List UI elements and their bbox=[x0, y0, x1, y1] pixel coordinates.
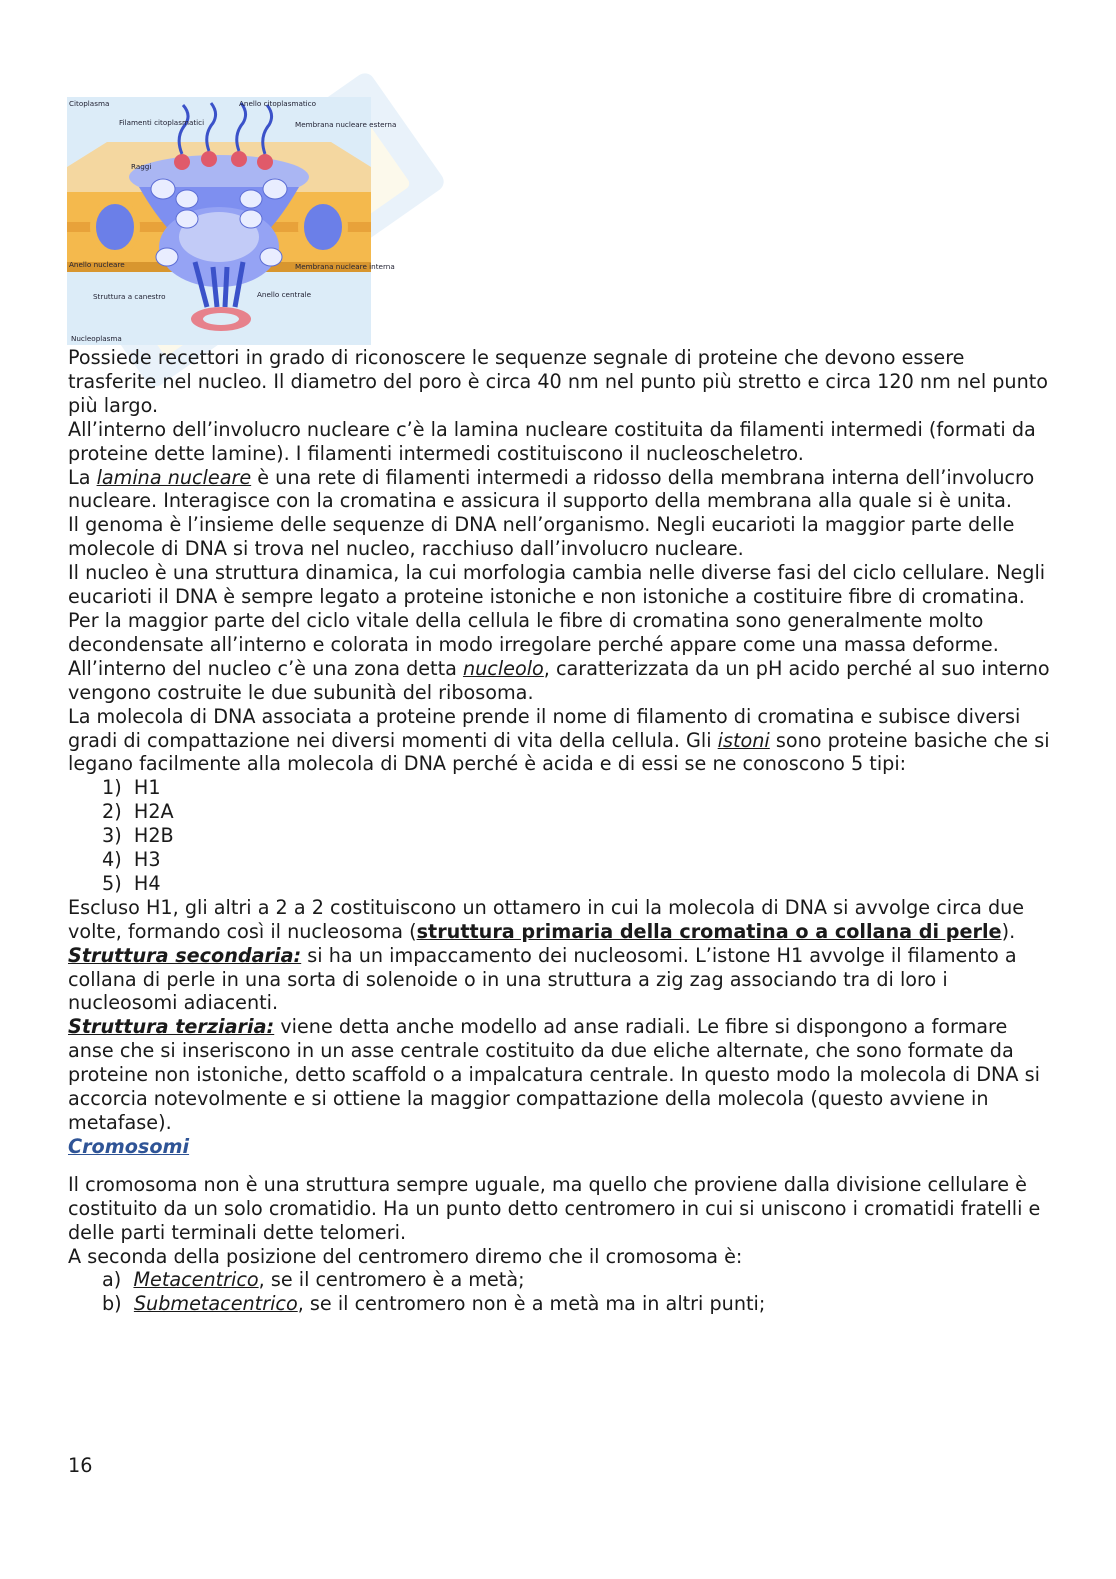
term-nucleolo: nucleolo bbox=[462, 656, 544, 680]
paragraph: A seconda della posizione del centromero diremo che il cromosoma è: bbox=[68, 1244, 743, 1268]
paragraph: Struttura secondaria: si ha un impaccamento dei nucleosomi. L’istone H1 avvolge il filamento a collana di perle in una sorta di solenoide o in una struttura a zig zag associando tra di loro i nucleosomi adiacenti. bbox=[68, 943, 1017, 1015]
paragraph: All’interno del nucleo c’è una zona detta nucleolo, caratterizzata da un pH acido perché al suo interno vengono costruite le due subunità del ribosoma. bbox=[68, 656, 1050, 704]
list-item: 5) H4 bbox=[102, 871, 161, 895]
label-filamenti: Filamenti citoplasmatici bbox=[119, 118, 205, 127]
paragraph: Per la maggior parte del ciclo vitale della cellula le fibre di cromatina sono generalmente molto decondensate all’interno e colorata in modo irregolare perché appare come una massa deforme. bbox=[68, 608, 999, 656]
label-nucleoplasma: Nucleoplasma bbox=[71, 334, 122, 343]
paragraph: Il genoma è l’insieme delle sequenze di DNA nell’organismo. Negli eucarioti la maggior parte delle molecole di DNA si trova nel nucleo, racchiuso dall’involucro nucleare. bbox=[68, 513, 1015, 561]
label-anello-centrale: Anello centrale bbox=[257, 290, 312, 299]
cromosoma-list bbox=[68, 1268, 1053, 1316]
label-membrana-interna: Membrana nucleare interna bbox=[295, 262, 395, 271]
label-struttura-canestro: Struttura a canestro bbox=[93, 292, 166, 301]
paragraph: Il nucleo è una struttura dinamica, la cui morfologia cambia nelle diverse fasi del ciclo cellulare. Negli eucarioti il DNA è sempre legato a proteine istoniche e non istoniche a costituire fibre di cromatina. bbox=[68, 561, 1046, 609]
list-item: 2) H2A bbox=[102, 800, 174, 824]
paragraph: Escluso H1, gli altri a 2 a 2 costituiscono un ottamero in cui la molecola di DNA si avvolge circa due volte, formando così il nucleosoma (struttura primaria della cromatina o a collana di perle). bbox=[68, 895, 1025, 943]
term-struttura-primaria: struttura primaria della cromatina o a collana di perle bbox=[416, 919, 1002, 943]
list-item: 3) H2B bbox=[102, 824, 174, 848]
paragraph: La lamina nucleare è una rete di filamenti intermedi a ridosso della membrana interna dell’involucro nucleare. Interagisce con la cromatina e assicura il supporto della membrana alla quale si è unita. bbox=[68, 465, 1035, 513]
list-item: 4) H3 bbox=[102, 848, 161, 872]
paragraph: La molecola di DNA associata a proteine prende il nome di filamento di cromatina e subisce diversi gradi di compattazione nei diversi momenti di vita della cellula. Gli istoni sono proteine basiche che si legano facilmente alla molecola di DNA perché è acida e di essi se ne conoscono 5 tipi: bbox=[68, 704, 1050, 776]
label-anello-nucleare: Anello nucleare bbox=[69, 260, 125, 269]
document-body bbox=[68, 346, 1053, 1316]
paragraph: Il cromosoma non è una struttura sempre uguale, ma quello che proviene dalla divisione cellulare è costituito da un solo cromatidio. Ha un punto detto centromero in cui si uniscono i cromatidi fratelli e delle parti terminali dette telomeri. bbox=[68, 1172, 1041, 1244]
term-lamina-nucleare: lamina nucleare bbox=[96, 465, 252, 489]
list-item: 1) H1 bbox=[102, 776, 161, 800]
term-struttura-secondaria: Struttura secondaria: bbox=[68, 943, 302, 967]
nuclear-pore-figure bbox=[67, 97, 397, 345]
list-item: a) Metacentrico, se il centromero è a metà; bbox=[102, 1268, 525, 1292]
page-number: 16 bbox=[68, 1454, 93, 1477]
label-membrana-esterna: Membrana nucleare esterna bbox=[295, 120, 397, 129]
label-anello-citoplasmatico: Anello citoplasmatico bbox=[239, 99, 317, 108]
list-item: b) Submetacentrico, se il centromero non è a metà ma in altri punti; bbox=[102, 1292, 766, 1316]
section-heading: Cromosomi bbox=[68, 1134, 190, 1158]
label-raggi: Raggi bbox=[131, 162, 152, 171]
paragraph: Possiede recettori in grado di riconoscere le sequenze segnale di proteine che devono essere trasferite nel nucleo. Il diametro del poro è circa 40 nm nel punto più stretto e circa 120 nm nel punto più largo. bbox=[68, 346, 1049, 417]
paragraph: All’interno dell’involucro nucleare c’è la lamina nucleare costituita da filamenti intermedi (formati da proteine dette lamine). I filamenti intermedi costituiscono il nucleoscheletro. bbox=[68, 417, 1036, 465]
istoni-list bbox=[68, 776, 1053, 896]
term-struttura-terziaria: Struttura terziaria: bbox=[68, 1015, 275, 1039]
label-citoplasma: Citoplasma bbox=[69, 99, 110, 108]
paragraph: Struttura terziaria: viene detta anche modello ad anse radiali. Le fibre si dispongono a formare anse che si inseriscono in un asse centrale costituito da due eliche alternate, che sono formate da proteine non istoniche, detto scaffold o a impalcatura centrale. In questo modo la molecola di DNA si accorcia notevolmente e si ottiene la maggior compattazione della molecola (questo avviene in metafase). bbox=[68, 1015, 1040, 1134]
term-istoni: istoni bbox=[717, 728, 770, 752]
